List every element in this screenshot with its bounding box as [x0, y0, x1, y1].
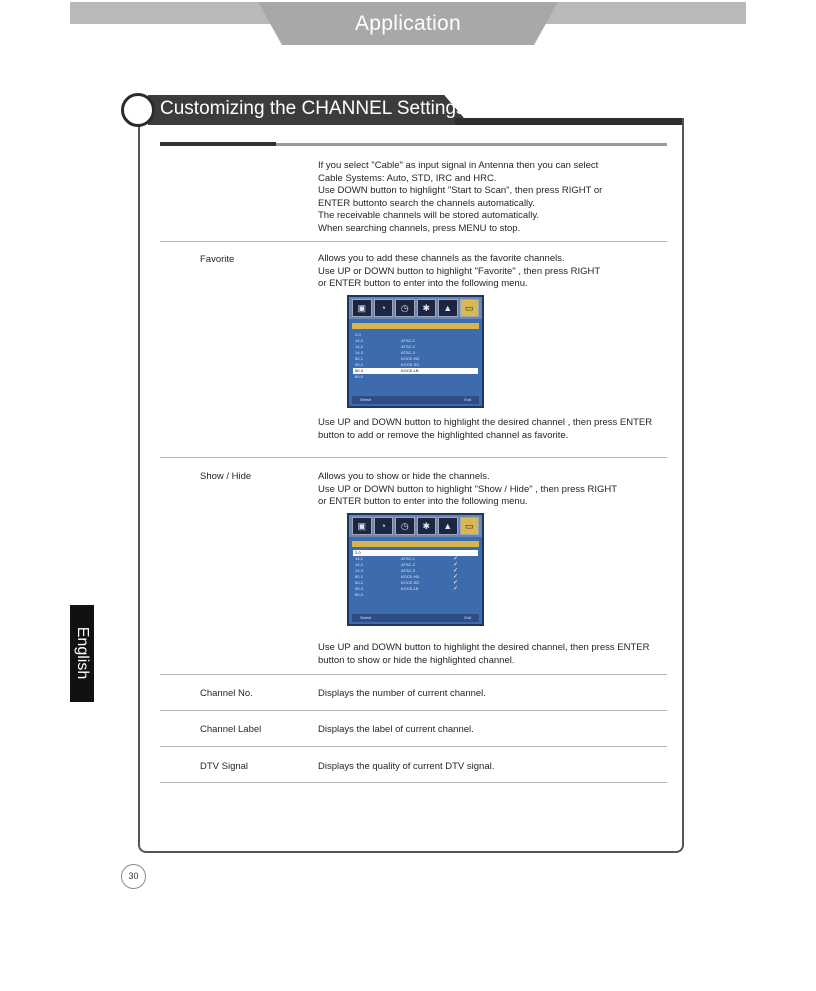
- show-hide-after-description: Use UP and DOWN button to highlight the desired channel, then press ENTER button to show or hide the highlighted channel.: [318, 642, 650, 666]
- channel-row: 50-1 KOCE-HD: [355, 356, 420, 361]
- row-divider: [160, 674, 667, 675]
- channel-row: 14-3 ATSC-3: [355, 350, 415, 355]
- channel-row: 14-2 ATSC-2 ✓: [353, 562, 478, 568]
- setup-icon: ✱: [417, 299, 437, 317]
- show-hide-label: Show / Hide: [200, 471, 252, 482]
- channel-icon: ▭: [460, 299, 480, 317]
- check-icon: ✓: [453, 574, 459, 580]
- dtv-signal-description: Displays the quality of current DTV signal.: [318, 761, 495, 772]
- language-side-tab-label: English: [74, 626, 91, 680]
- menu-icon-strip: [349, 515, 482, 537]
- check-icon: ✓: [453, 568, 459, 574]
- check-icon: ✓: [453, 586, 459, 592]
- channel-row: 50-3 KOCE-LB: [353, 368, 478, 374]
- channel-row: 14-2 ATSC-2: [355, 344, 415, 349]
- picture-icon: ▣: [352, 299, 372, 317]
- row-divider: [160, 710, 667, 711]
- channel-label-label: Channel Label: [200, 724, 262, 735]
- channel-icon: ▭: [460, 517, 480, 535]
- menu-footer-select: Select: [360, 615, 372, 620]
- channel-row: 14-0 ATSC-1: [355, 338, 415, 343]
- favorite-menu-screenshot: [347, 295, 484, 408]
- row-divider: [160, 457, 667, 458]
- page-title: Application: [354, 12, 462, 35]
- time-icon: ◷: [395, 517, 415, 535]
- picture-icon: ▣: [352, 517, 372, 535]
- check-icon: ✓: [453, 580, 459, 586]
- menu-footer-exit: Exit: [464, 615, 471, 620]
- channel-row: 14-3 ATSC-3 ✓: [353, 568, 478, 574]
- dtv-signal-label: DTV Signal: [200, 761, 249, 772]
- row-divider: [160, 241, 667, 242]
- channel-row: 14-1 ATSC-1 ✓: [353, 556, 478, 562]
- audio-icon: ◔: [374, 299, 394, 317]
- favorite-after-description: Use UP and DOWN button to highlight the desired channel , then press ENTER button to add or remove the highlighted channel as favorite.: [318, 417, 653, 441]
- menu-footer: [352, 396, 479, 404]
- setup-icon: ✱: [417, 517, 437, 535]
- channel-no-label: Channel No.: [200, 688, 253, 699]
- table-top-rule-light: [276, 143, 667, 146]
- page-number: 30: [121, 864, 146, 889]
- channel-row: 50-1 KOCE-HD ✓: [353, 574, 478, 580]
- menu-column-header: [352, 541, 479, 547]
- channel-label-description: Displays the label of current channel.: [318, 724, 474, 735]
- menu-footer: [352, 614, 479, 622]
- show-hide-description: Allows you to show or hide the channels. Use UP or DOWN button to highlight "Show / Hide" , then press RIGHT or ENTER button to enter into the following menu.: [318, 471, 618, 507]
- lock-icon: ▲: [438, 517, 458, 535]
- time-icon: ◷: [395, 299, 415, 317]
- menu-footer-select: Select: [360, 397, 372, 402]
- menu-icon-strip: [349, 297, 482, 319]
- channel-row: 50-3 KOCE-LB ✓: [353, 586, 478, 592]
- row-divider: [160, 746, 667, 747]
- section-bullet-icon: [121, 93, 155, 127]
- check-icon: ✓: [453, 556, 459, 562]
- check-icon: [453, 592, 473, 598]
- channel-row: 60-0: [355, 374, 364, 379]
- check-icon: ✓: [453, 550, 459, 556]
- menu-column-header: [352, 323, 479, 329]
- table-top-rule-dark: [160, 142, 276, 146]
- channel-list: [353, 332, 478, 380]
- show-hide-menu-screenshot: [347, 513, 484, 626]
- channel-row: 50-2 KOCE-SD: [355, 362, 420, 367]
- check-icon: ✓: [453, 562, 459, 568]
- channel-row: 2-0: [355, 332, 361, 337]
- section-title: Customizing the CHANNEL Settings: [160, 98, 466, 119]
- channel-row: 50-2 KOCE-SD ✓: [353, 580, 478, 586]
- favorite-description: Allows you to add these channels as the favorite channels. Use UP or DOWN button to highlight "Favorite" , then press RIGHT or ENTER button to enter into the following menu.: [318, 253, 601, 289]
- favorite-label: Favorite: [200, 254, 235, 265]
- channel-row: 60-0: [353, 592, 478, 598]
- lock-icon: ▲: [438, 299, 458, 317]
- audio-icon: ◔: [374, 517, 394, 535]
- row-divider: [160, 782, 667, 783]
- scan-description: If you select "Cable" as input signal in Antenna then you can select Cable Systems: Auto, STD, IRC and HRC. Use DOWN button to highlight "Start to Scan", then press RIGHT or ENTER buttonto search the channels automatically. The receivable channels will be stored automatically. When searching channels, press MENU to stop.: [318, 160, 603, 234]
- channel-no-description: Displays the number of current channel.: [318, 688, 486, 699]
- channel-list: [353, 550, 478, 598]
- menu-footer-exit: Exit: [464, 397, 471, 402]
- channel-row: 2-0 ✓: [353, 550, 478, 556]
